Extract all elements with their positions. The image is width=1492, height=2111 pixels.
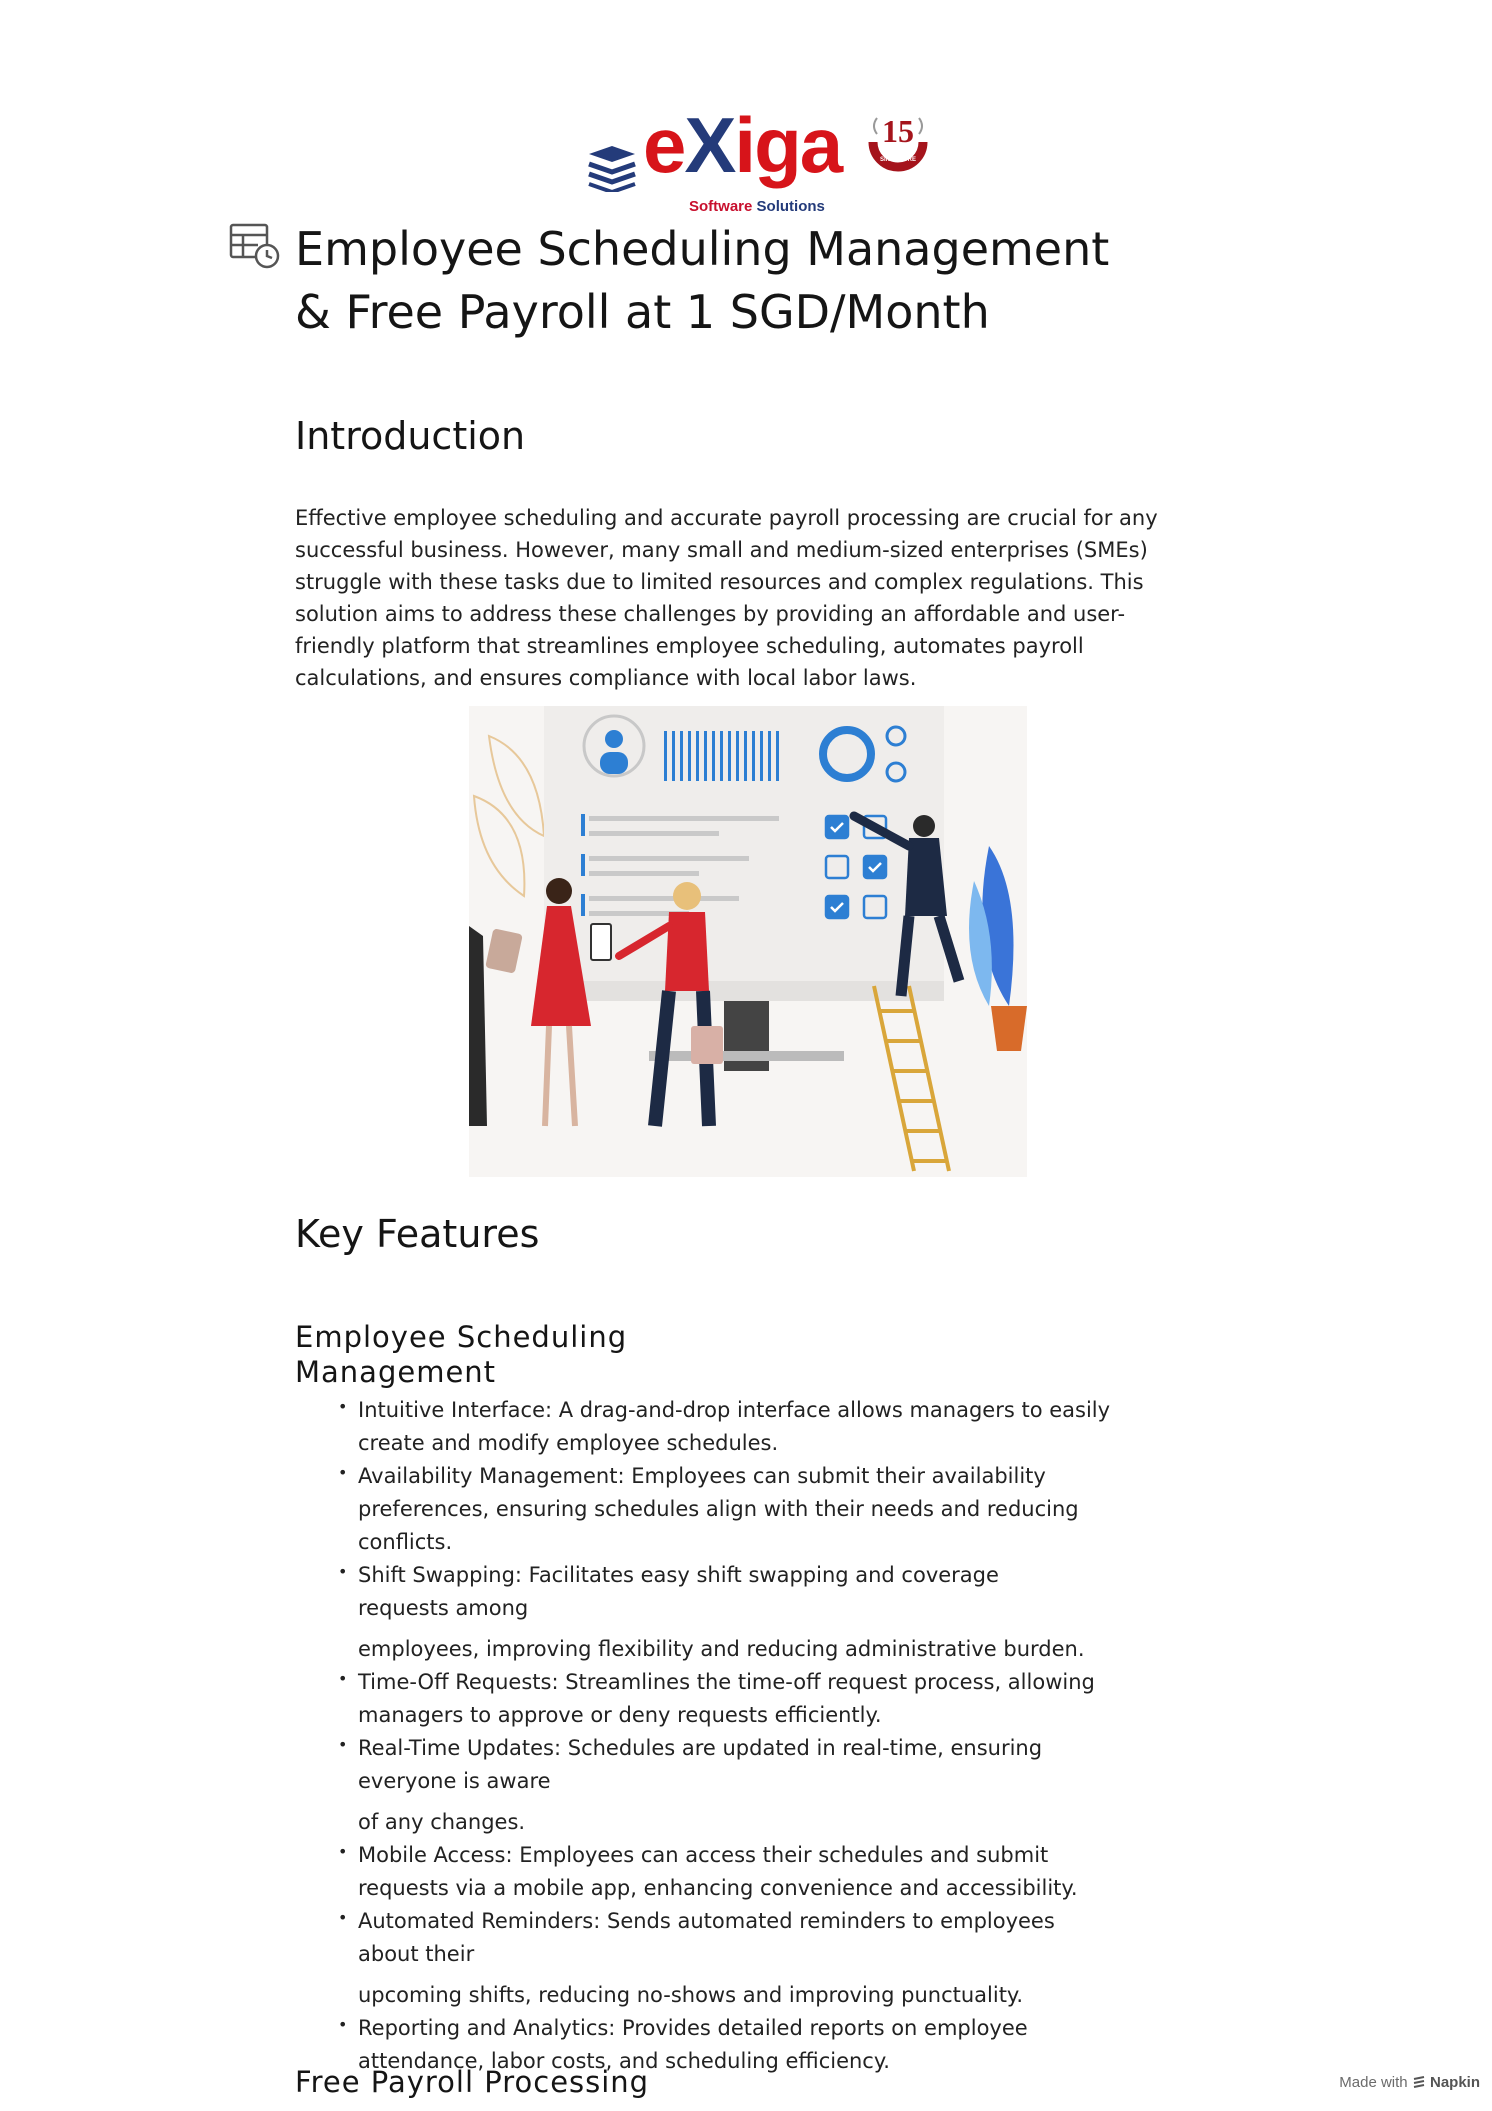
- feature-line: of any changes.: [358, 1810, 526, 1834]
- introduction-heading: Introduction: [295, 414, 526, 458]
- feature-line: Automated Reminders: Sends automated reminders to employees: [358, 1909, 1055, 1933]
- feature-intuitive-interface: [358, 1394, 1158, 1460]
- page-title: [295, 218, 1195, 344]
- company-logo: [585, 101, 935, 218]
- seal-text: SINGAPORE: [879, 157, 917, 163]
- made-with-napkin-badge[interactable]: [1339, 2074, 1480, 2091]
- feature-line: managers to approve or deny requests efficiently.: [358, 1703, 882, 1727]
- scheduling-heading-line-1: Employee Scheduling: [295, 1320, 628, 1354]
- feature-mobile-access: [358, 1839, 1158, 1905]
- logo-letter-x: X: [684, 101, 735, 189]
- logo-tagline-solutions: Solutions: [756, 198, 825, 215]
- scheduling-features-list: [358, 1394, 1158, 2078]
- feature-line: everyone is aware: [358, 1769, 551, 1793]
- feature-line: conflicts.: [358, 1530, 453, 1554]
- logo-letter-e: e: [643, 101, 685, 189]
- napkin-logo-icon: [1412, 2075, 1426, 2089]
- feature-shift-swapping: [358, 1559, 1158, 1666]
- feature-automated-reminders: [358, 1905, 1158, 2012]
- anniversary-number: 15: [882, 113, 914, 149]
- feature-real-time-updates: [358, 1732, 1158, 1839]
- feature-line: Reporting and Analytics: Provides detailed reports on employee: [358, 2016, 1028, 2040]
- free-payroll-heading: Free Payroll Processing: [295, 2065, 650, 2099]
- feature-line: requests among: [358, 1596, 529, 1620]
- logo-tagline-software: Software: [689, 198, 753, 215]
- made-with-label: Made with: [1339, 2074, 1408, 2091]
- feature-line: Availability Management: Employees can submit their availability: [358, 1464, 1046, 1488]
- feature-line: Time-Off Requests: Streamlines the time-off request process, allowing: [358, 1670, 1095, 1694]
- logo-stripes-icon: [585, 142, 639, 192]
- team-scheduling-illustration: [469, 706, 1027, 1177]
- intro-line: Effective employee scheduling and accurate payroll processing are crucial for any: [295, 506, 1158, 530]
- feature-line: about their: [358, 1942, 475, 1966]
- feature-line: create and modify employee schedules.: [358, 1431, 779, 1455]
- intro-line: struggle with these tasks due to limited resources and complex regulations. This: [295, 570, 1144, 594]
- logo-wordmark: [643, 101, 842, 189]
- intro-line: calculations, and ensures compliance with local labor laws.: [295, 666, 917, 690]
- title-line-1: Employee Scheduling Management: [295, 222, 1110, 276]
- feature-availability-management: [358, 1460, 1158, 1559]
- title-line-2: & Free Payroll at 1 SGD/Month: [295, 285, 990, 339]
- intro-line: successful business. However, many small and medium-sized enterprises (SMEs): [295, 538, 1148, 562]
- feature-line: requests via a mobile app, enhancing convenience and accessibility.: [358, 1876, 1078, 1900]
- scheduling-heading-line-2: Management: [295, 1355, 497, 1389]
- napkin-brand: Napkin: [1429, 2074, 1480, 2091]
- feature-line: preferences, ensuring schedules align with their needs and reducing: [358, 1497, 1079, 1521]
- logo-letters-iga: iga: [734, 101, 842, 189]
- feature-line: Real-Time Updates: Schedules are updated in real-time, ensuring: [358, 1736, 1043, 1760]
- schedule-table-clock-icon: [228, 222, 280, 270]
- feature-line: Mobile Access: Employees can access their schedules and submit: [358, 1843, 1049, 1867]
- anniversary-seal-icon: [863, 112, 933, 172]
- key-features-heading: Key Features: [295, 1212, 540, 1256]
- intro-line: solution aims to address these challenges by providing an affordable and user-: [295, 602, 1126, 626]
- feature-time-off-requests: [358, 1666, 1158, 1732]
- scheduling-management-heading: [295, 1320, 655, 1390]
- feature-line: Shift Swapping: Facilitates easy shift swapping and coverage: [358, 1563, 999, 1587]
- intro-line: friendly platform that streamlines employee scheduling, automates payroll: [295, 634, 1084, 658]
- logo-tagline: [689, 198, 825, 215]
- feature-line: upcoming shifts, reducing no-shows and improving punctuality.: [358, 1983, 1024, 2007]
- feature-line: attendance, labor costs, and scheduling efficiency.: [358, 2049, 890, 2073]
- introduction-paragraph: [295, 502, 1195, 694]
- feature-line: Intuitive Interface: A drag-and-drop interface allows managers to easily: [358, 1398, 1111, 1422]
- feature-line: employees, improving flexibility and reducing administrative burden.: [358, 1637, 1085, 1661]
